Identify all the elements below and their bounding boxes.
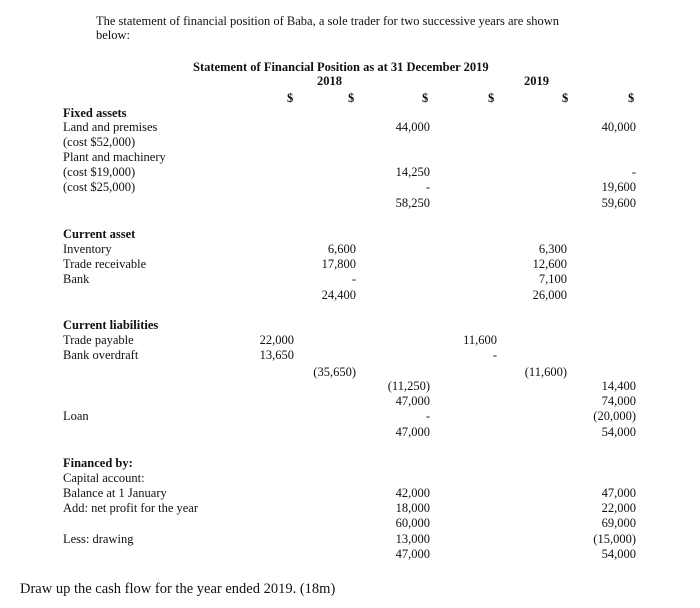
closing-2019: 54,000: [601, 547, 636, 561]
balance-2019: 47,000: [601, 486, 636, 500]
land-label: Land and premises: [63, 120, 158, 134]
land-cost-label: (cost $52,000): [63, 135, 136, 149]
net-current-2019: 14,400: [601, 379, 636, 393]
payable-2018: 22,000: [259, 333, 294, 347]
balance-2018: 42,000: [395, 486, 430, 500]
bank-label: Bank: [63, 272, 90, 286]
drawing-2018: 13,000: [395, 532, 430, 546]
balance-label: Balance at 1 January: [63, 486, 167, 500]
receivable-2019: 12,600: [532, 257, 567, 271]
land-2018: 44,000: [395, 120, 430, 134]
bank-2019: 7,100: [538, 272, 567, 286]
loan-2019: (20,000): [593, 409, 636, 423]
currency-header: $: [488, 91, 495, 105]
sub-2018: 60,000: [395, 516, 430, 530]
plant-cost-2-label: (cost $25,000): [63, 180, 136, 194]
fixed-total-2019: 59,600: [601, 196, 636, 210]
plant2-2018: -: [425, 180, 430, 194]
payable-2019: 11,600: [463, 333, 497, 347]
capital-label: Capital account:: [63, 471, 145, 485]
statement-title: Statement of Financial Position as at 31 December 2019: [193, 60, 489, 74]
intro-line-1: The statement of financial position of Baba, a sole trader for two successive years are shown: [96, 14, 560, 28]
current-asset-heading: Current asset: [63, 227, 136, 241]
bank-2018: -: [351, 272, 356, 286]
current-total-2019: 26,000: [532, 288, 567, 302]
net-assets-2018: 47,000: [395, 425, 430, 439]
profit-2019: 22,000: [601, 501, 636, 515]
payable-label: Trade payable: [63, 333, 134, 347]
profit-2018: 18,000: [395, 501, 430, 515]
after-2019: 74,000: [601, 394, 636, 408]
plant1-2019: -: [631, 165, 636, 179]
inventory-2019: 6,300: [538, 242, 567, 256]
current-total-2018: 24,400: [321, 288, 356, 302]
liab-total-2018: (35,650): [313, 365, 356, 379]
drawing-2019: (15,000): [593, 532, 636, 546]
currency-header: $: [628, 91, 635, 105]
overdraft-label: Bank overdraft: [63, 348, 139, 362]
currency-header: $: [287, 91, 294, 105]
currency-header: $: [348, 91, 355, 105]
overdraft-2018: 13,650: [259, 348, 294, 362]
net-assets-2019: 54,000: [601, 425, 636, 439]
question-text: Draw up the cash flow for the year ended 2019. (18m): [20, 581, 336, 597]
year-2018-header: 2018: [317, 74, 342, 88]
currency-header: $: [422, 91, 429, 105]
inventory-label: Inventory: [63, 242, 112, 256]
inventory-2018: 6,600: [327, 242, 356, 256]
fixed-assets-heading: Fixed assets: [63, 106, 127, 120]
liab-total-2019: (11,600): [524, 365, 567, 379]
currency-header: $: [562, 91, 569, 105]
sub-2019: 69,000: [601, 516, 636, 530]
loan-label: Loan: [63, 409, 89, 423]
after-2018: 47,000: [395, 394, 430, 408]
receivable-2018: 17,800: [321, 257, 356, 271]
intro-line-2: below:: [96, 28, 131, 42]
drawing-label: Less: drawing: [63, 532, 134, 546]
plant1-2018: 14,250: [395, 165, 430, 179]
land-2019: 40,000: [601, 120, 636, 134]
net-profit-label: Add: net profit for the year: [63, 501, 199, 515]
receivable-label: Trade receivable: [63, 257, 147, 271]
plant2-2019: 19,600: [601, 180, 636, 194]
financed-by-heading: Financed by:: [63, 456, 133, 470]
net-current-2018: (11,250): [387, 379, 430, 393]
overdraft-2019: -: [492, 348, 497, 362]
plant-label: Plant and machinery: [63, 150, 166, 164]
plant-cost-1-label: (cost $19,000): [63, 165, 136, 179]
fixed-total-2018: 58,250: [395, 196, 430, 210]
loan-2018: -: [425, 409, 430, 423]
year-2019-header: 2019: [524, 74, 549, 88]
current-liabilities-heading: Current liabilities: [63, 318, 159, 332]
closing-2018: 47,000: [395, 547, 430, 561]
